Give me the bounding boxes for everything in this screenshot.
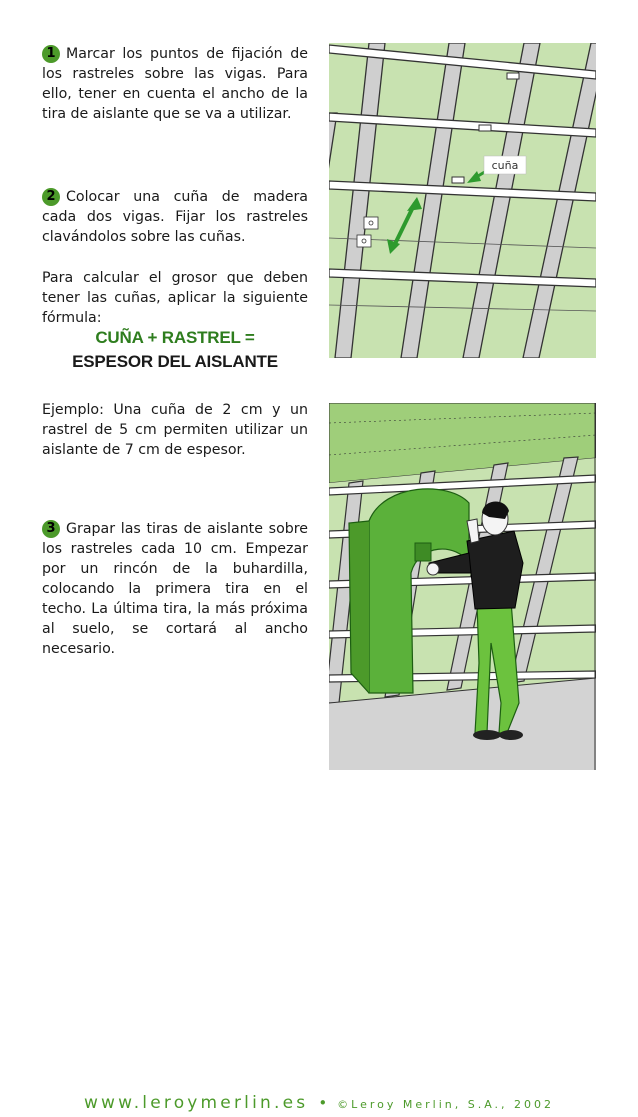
step-2-number-badge: 2	[42, 188, 60, 206]
step-2-text-block	[42, 187, 308, 247]
footer-copyright: ©Leroy Merlin, S.A., 2002	[337, 1098, 555, 1111]
cuna-label: cuña	[491, 159, 519, 172]
step-1-text: Marcar los puntos de fijación de los rastreles sobre las vigas. Para ello, tener en cuenta el ancho de la tira de aislante que se va a utilizar.	[42, 46, 308, 122]
formula	[42, 326, 308, 374]
footer-url[interactable]: www.leroymerlin.es	[83, 1093, 309, 1113]
stapling-drawing	[329, 403, 596, 770]
step-2-text: Colocar una cuña de madera cada dos vigas. Fijar los rastreles clavándolos sobre las cuñas.	[42, 189, 308, 245]
illustration-rafters-battens	[329, 43, 596, 358]
formula-line-1: CUÑA + RASTREL =	[95, 328, 255, 347]
step-3-text-block	[42, 519, 308, 659]
illustration-stapling-insulation	[329, 403, 596, 770]
footer-separator: •	[318, 1094, 328, 1112]
example-text: Ejemplo: Una cuña de 2 cm y un rastrel de 5 cm permiten utilizar un aislante de 7 cm de espesor.	[42, 402, 308, 458]
rafters-battens-drawing	[329, 43, 596, 358]
formula-line-2: ESPESOR DEL AISLANTE	[72, 352, 278, 371]
footer	[0, 1093, 638, 1113]
step-1-number-badge: 1	[42, 45, 60, 63]
step-1-text-block	[42, 44, 308, 124]
formula-intro: Para calcular el grosor que deben tener las cuñas, aplicar la siguiente fórmula:	[42, 270, 308, 326]
step-3-number-badge: 3	[42, 520, 60, 538]
step-3-text: Grapar las tiras de aislante sobre los rastreles cada 10 cm. Empezar por un rincón de la buhardilla, colocando la primera tira en el techo. La última tira, la más próxima al suelo, se cortará al ancho necesario.	[42, 521, 308, 657]
